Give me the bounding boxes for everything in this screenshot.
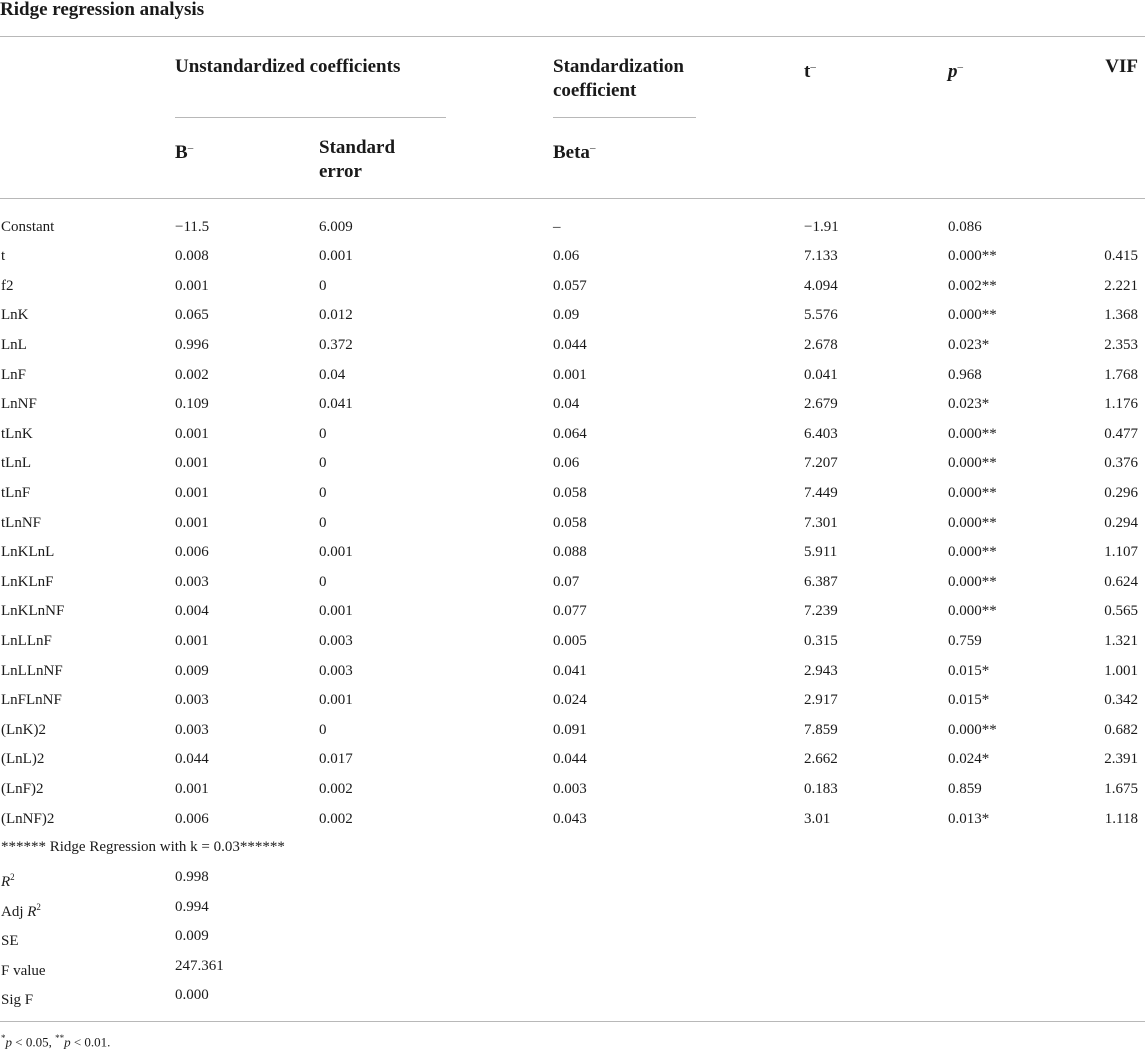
coef-p: 0.023* [948,336,990,353]
row-name: tLnNF [1,514,42,531]
header-standard-error: Standard error [319,137,396,182]
coef-t: 2.917 [804,692,838,709]
coef-beta: 0.088 [553,544,587,561]
coef-b: 0.065 [175,307,209,324]
bottom-rule [0,1021,1145,1022]
stat-value: 0.009 [175,928,209,945]
coef-beta: 0.057 [553,277,587,294]
coef-t: 5.576 [804,307,838,324]
row-name: f2 [1,277,14,294]
coef-b: 0.001 [175,632,209,649]
coef-se: 0.372 [319,336,353,353]
unstd-subrule [175,117,446,118]
row-name: LnLLnF [1,632,52,649]
header-vif: VIF [1105,56,1138,77]
stat-value: 0.000 [175,987,209,1004]
table-row [0,774,1145,804]
coef-t: 7.859 [804,721,838,738]
coef-vif: 1.176 [1104,396,1138,413]
coef-p: 0.000** [948,573,997,590]
coef-se: 0 [319,514,327,531]
table-row [0,360,1145,390]
coef-p: 0.859 [948,780,982,797]
coef-se: 0.002 [319,810,353,827]
coef-t: 7.207 [804,455,838,472]
coef-beta: 0.04 [553,396,580,413]
header-standardization: Standardization coefficient [553,56,684,101]
coef-vif: 0.415 [1104,248,1138,265]
stat-row [0,892,600,922]
coef-b: 0.044 [175,751,209,768]
coef-b: 0.009 [175,662,209,679]
coef-b: 0.008 [175,248,209,265]
coef-b: 0.996 [175,336,209,353]
stat-label: Adj $R^2$ [1,901,41,920]
coef-t: 2.679 [804,396,838,413]
table-row [0,744,1145,774]
stat-row [0,921,600,951]
coef-b: −11.5 [175,218,210,235]
table-row [0,508,1145,538]
header-t: t– [804,61,816,82]
coef-p: 0.000** [948,455,997,472]
ridge-note: ****** Ridge Regression with k = 0.03****** [1,839,285,855]
coef-vif: 0.342 [1104,692,1138,709]
coef-b: 0.001 [175,277,209,294]
coef-se: 0.012 [319,307,353,324]
coef-se: 0.001 [319,692,353,709]
coef-b: 0.003 [175,573,209,590]
coef-beta: 0.024 [553,692,587,709]
coef-se: 0 [319,721,327,738]
row-name: LnKLnF [1,573,54,590]
coef-beta: 0.06 [553,455,580,472]
coef-se: 0.017 [319,751,353,768]
table-row [0,448,1145,478]
coef-vif: 0.376 [1104,455,1138,472]
coef-t: −1.91 [804,218,839,235]
coef-se: 0 [319,573,327,590]
table-row [0,300,1145,330]
coef-vif: 1.768 [1104,366,1138,383]
stat-value: 0.998 [175,869,209,885]
table-row [0,241,1145,271]
coef-vif: 1.001 [1104,662,1138,679]
coef-vif: 1.368 [1104,307,1138,324]
row-name: LnKLnL [1,544,55,561]
coef-t: 0.183 [804,780,838,797]
coef-p: 0.000** [948,544,997,561]
stat-label: $R^2$ [1,872,15,890]
coef-b: 0.006 [175,810,209,827]
coef-se: 0 [319,425,327,442]
coef-beta: 0.06 [553,248,580,265]
coef-se: 0.04 [319,366,346,383]
coef-beta: 0.077 [553,603,587,620]
footnote: *p < 0.05, **p < 0.01. [1,1033,111,1050]
coef-se: 0 [319,455,327,472]
stat-row [0,980,600,1010]
table-row [0,715,1145,745]
coef-t: 7.133 [804,248,838,265]
stat-label: SE [1,933,19,950]
coef-beta: – [553,218,561,235]
coef-b: 0.001 [175,484,209,501]
stat-label: F value [1,962,46,979]
row-name: t [1,248,6,265]
coef-b: 0.006 [175,544,209,561]
coef-p: 0.000** [948,248,997,265]
row-name: LnLLnNF [1,662,63,679]
row-name: tLnF [1,484,31,501]
coef-se: 0.003 [319,632,353,649]
stat-row [0,862,600,892]
row-name: LnK [1,307,29,324]
coef-se: 0.001 [319,248,353,265]
table-row [0,389,1145,419]
coef-se: 0 [319,484,327,501]
row-name: (LnF)2 [1,780,44,797]
table-row [0,271,1145,301]
coef-t: 7.239 [804,603,838,620]
coef-vif: 1.118 [1104,810,1138,827]
coef-beta: 0.005 [553,632,587,649]
row-name: LnF [1,366,27,383]
coef-se: 0.001 [319,544,353,561]
table-row [0,537,1145,567]
coef-p: 0.000** [948,484,997,501]
coef-t: 7.449 [804,484,838,501]
table-title: Ridge regression analysis [0,0,205,20]
coef-beta: 0.064 [553,425,587,442]
coef-b: 0.001 [175,514,209,531]
table-row [0,626,1145,656]
coef-p: 0.000** [948,425,997,442]
table-row [0,804,1145,834]
stat-value: 0.994 [175,898,209,915]
stat-value: 247.361 [175,957,224,974]
coef-beta: 0.044 [553,751,587,768]
coef-p: 0.000** [948,514,997,531]
coef-p: 0.086 [948,218,982,235]
header-b: B– [175,142,194,163]
coef-vif: 2.391 [1104,751,1138,768]
coef-p: 0.000** [948,721,997,738]
coef-p: 0.000** [948,603,997,620]
coef-b: 0.109 [175,396,209,413]
coef-beta: 0.044 [553,336,587,353]
row-name: (LnL)2 [1,751,45,768]
coef-t: 0.315 [804,632,838,649]
row-name: (LnK)2 [1,721,46,738]
coef-vif: 1.321 [1104,632,1138,649]
coef-t: 2.943 [804,662,838,679]
table-row [0,685,1145,715]
coef-b: 0.001 [175,780,209,797]
row-name: LnKLnNF [1,603,65,620]
coef-vif: 2.353 [1104,336,1138,353]
stat-row [0,951,600,981]
coef-b: 0.004 [175,603,209,620]
coef-se: 6.009 [319,218,353,235]
coef-t: 2.678 [804,336,838,353]
coef-beta: 0.043 [553,810,587,827]
stat-label: Sig F [1,992,34,1009]
coef-t: 6.403 [804,425,838,442]
coef-t: 4.094 [804,277,838,294]
coef-vif: 2.221 [1104,277,1138,294]
row-name: tLnK [1,425,33,442]
coef-beta: 0.001 [553,366,587,383]
coef-vif: 0.682 [1104,721,1138,738]
coef-t: 7.301 [804,514,838,531]
header-unstandardized: Unstandardized coefficients [175,56,401,77]
coef-beta: 0.058 [553,484,587,501]
coef-beta: 0.07 [553,573,580,590]
table-row [0,567,1145,597]
coef-se: 0.002 [319,780,353,797]
coef-b: 0.003 [175,721,209,738]
top-rule [0,36,1145,37]
header-beta: Beta– [553,142,596,163]
coef-p: 0.000** [948,307,997,324]
coef-b: 0.001 [175,425,209,442]
coef-se: 0.041 [319,396,353,413]
coef-t: 0.041 [804,366,838,383]
coef-p: 0.968 [948,366,982,383]
ridge-note-row [0,832,1145,862]
coef-vif: 0.565 [1104,603,1138,620]
coef-p: 0.023* [948,396,990,413]
coef-t: 6.387 [804,573,838,590]
row-name: LnFLnNF [1,692,62,709]
coef-beta: 0.041 [553,662,587,679]
coef-p: 0.013* [948,810,990,827]
coef-b: 0.001 [175,455,209,472]
row-name: LnL [1,336,27,353]
coef-beta: 0.091 [553,721,587,738]
coef-beta: 0.003 [553,780,587,797]
std-subrule [553,117,696,118]
row-name: tLnL [1,455,31,472]
coef-p: 0.015* [948,692,990,709]
coef-se: 0.001 [319,603,353,620]
table-row [0,656,1145,686]
table-row [0,419,1145,449]
row-name: (LnNF)2 [1,810,55,827]
table-row [0,478,1145,508]
coef-p: 0.015* [948,662,990,679]
table-row [0,330,1145,360]
coef-vif: 0.477 [1104,425,1138,442]
row-name: Constant [1,218,55,235]
coef-p: 0.024* [948,751,990,768]
coef-b: 0.002 [175,366,209,383]
coef-vif: 0.294 [1104,514,1138,531]
coef-vif: 1.107 [1104,544,1138,561]
coef-se: 0 [319,277,327,294]
coef-p: 0.759 [948,632,982,649]
coef-t: 5.911 [804,544,838,561]
table-row [0,596,1145,626]
coef-beta: 0.058 [553,514,587,531]
coef-beta: 0.09 [553,307,580,324]
row-name: LnNF [1,396,37,413]
coef-b: 0.003 [175,692,209,709]
header-p: p– [948,61,963,82]
coef-t: 2.662 [804,751,838,768]
coef-vif: 1.675 [1104,780,1138,797]
coef-vif: 0.624 [1104,573,1138,590]
coef-vif: 0.296 [1104,484,1138,501]
table-row [0,212,1145,242]
coef-t: 3.01 [804,810,831,827]
coef-se: 0.003 [319,662,353,679]
header-bottom-rule [0,198,1145,199]
coef-p: 0.002** [948,277,997,294]
